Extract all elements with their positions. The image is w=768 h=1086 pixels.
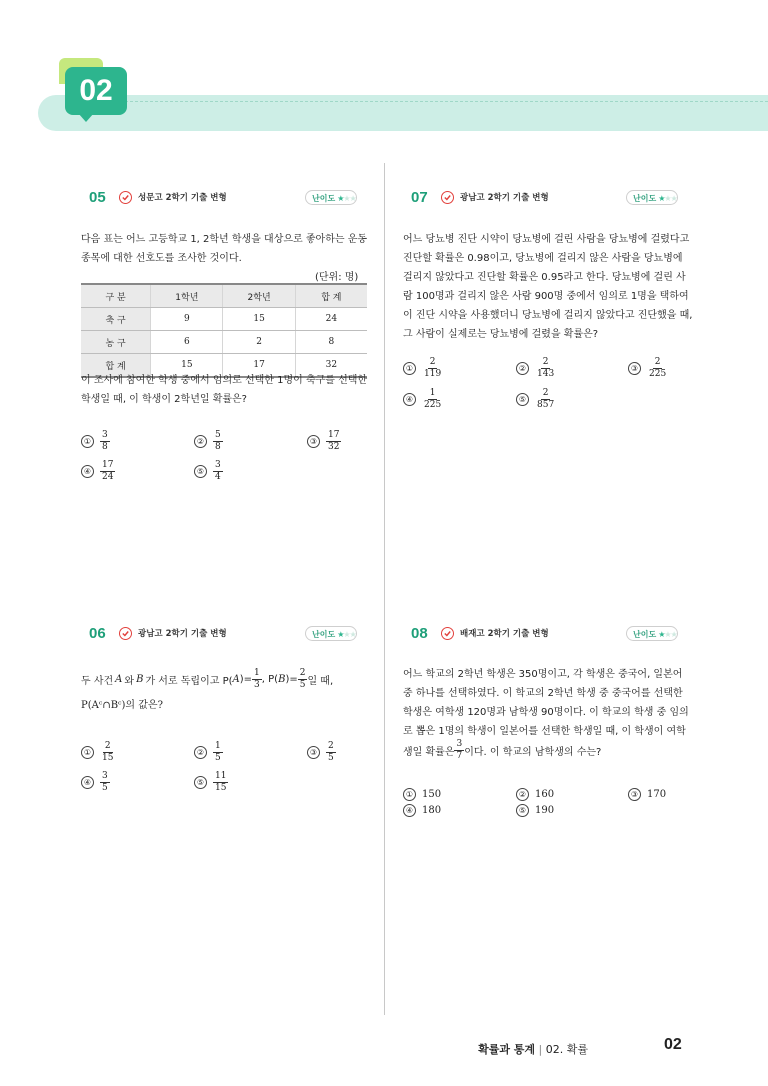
fraction: $\frac{5}{8}$ (215, 430, 221, 452)
fraction: $\frac{17}{24}$ (102, 460, 114, 482)
q07-choice-4[interactable] (403, 388, 443, 411)
q07-difficulty (626, 190, 678, 205)
difficulty-label: 난이도 (312, 194, 336, 203)
footer-separator: | (535, 1043, 546, 1056)
table-header-cell: 1학년 (151, 284, 223, 308)
table-header-cell: 구 분 (81, 284, 151, 308)
q08-number: 08 (411, 625, 428, 642)
choice-number: ② (194, 435, 207, 448)
table-cell: 8 (295, 331, 367, 354)
q07-number: 07 (411, 189, 428, 206)
choice-value: 170 (647, 789, 667, 800)
page-number: 02 (664, 1036, 682, 1053)
q08-choice-3[interactable] (628, 788, 666, 801)
q07-choice-5[interactable] (516, 388, 556, 411)
table-header-cell: 합 계 (295, 284, 367, 308)
table-cell: 6 (151, 331, 223, 354)
table-cell: 24 (295, 308, 367, 331)
choice-number: ③ (628, 788, 641, 801)
q05-choice-5[interactable] (194, 460, 223, 483)
q07-text-6: 그 사람이 실제로는 당뇨병에 걸렸을 확률은? (403, 329, 599, 340)
choice-number: ② (194, 746, 207, 759)
q06-choice-2[interactable] (194, 741, 223, 764)
table-cell: 32 (295, 354, 367, 378)
fraction: $\frac{1}{225}$ (424, 388, 442, 410)
choice-number: ② (516, 788, 529, 801)
table-cell: 15 (223, 308, 295, 331)
check-icon (119, 191, 132, 204)
star-icons: ★★★ (658, 630, 677, 639)
q06-source: 광남고 2학기 기출 변형 (138, 629, 227, 639)
q08-choice-5[interactable] (516, 804, 554, 817)
star-icons: ★★★ (337, 194, 356, 203)
table-header-cell: 2학년 (223, 284, 295, 308)
check-icon (119, 627, 132, 640)
table-cell: 축 구 (81, 308, 151, 331)
q07-source: 광남고 2학기 기출 변형 (460, 193, 549, 203)
choice-number: ① (403, 362, 416, 375)
choice-value: 180 (422, 805, 442, 816)
q08-text-2: 중 하나를 선택하였다. 이 학교의 2학년 학생 중 중국어를 선택한 (403, 688, 683, 699)
fraction: $\frac{1}{5}$ (215, 741, 221, 763)
difficulty-label: 난이도 (633, 630, 657, 639)
table-cell: 9 (151, 308, 223, 331)
table-cell: 15 (151, 354, 223, 378)
q05-text-2: 종목에 대한 선호도를 조사한 것이다. (81, 253, 242, 264)
q05-text-4: 학생일 때, 이 학생이 2학년일 확률은? (81, 394, 247, 405)
q07-text-1: 어느 당뇨병 진단 시약이 당뇨병에 걸린 사람을 당뇨병에 걸렸다고 (403, 234, 690, 245)
q08-text-1: 어느 학교의 2학년 학생은 350명이고, 각 학생은 중국어, 일본어 (403, 669, 683, 680)
q06-choice-3[interactable] (307, 741, 336, 764)
q06-text-1: 두 사건 A 와 B 가 서로 독립이고 P( A )= $\frac{1}{3}$ , P( B )= $\frac{2}{5}$ 일 때, (81, 668, 334, 690)
q05-table (81, 283, 367, 378)
choice-number: ④ (403, 804, 416, 817)
fraction: $\frac{17}{32}$ (328, 430, 340, 452)
q05-unit: (단위: 명) (315, 272, 359, 283)
fraction: $\frac{3}{5}$ (102, 771, 108, 793)
q05-choice-4[interactable] (81, 460, 115, 483)
choice-number: ① (81, 435, 94, 448)
q05-text-1: 다음 표는 어느 고등학교 1, 2학년 학생을 대상으로 좋아하는 운동 (81, 234, 368, 245)
q06-choice-5[interactable] (194, 771, 228, 794)
q05-choice-1[interactable] (81, 430, 110, 453)
star-icons: ★★★ (337, 630, 356, 639)
choice-number: ⑤ (516, 804, 529, 817)
choice-number: ④ (81, 465, 94, 478)
table-cell: 합 계 (81, 354, 151, 378)
choice-number: ① (81, 746, 94, 759)
choice-number: ⑤ (516, 393, 529, 406)
q06-choice-1[interactable] (81, 741, 115, 764)
table-cell: 농 구 (81, 331, 151, 354)
q08-choice-4[interactable] (403, 804, 441, 817)
q05-choice-2[interactable] (194, 430, 223, 453)
choice-number: ③ (307, 435, 320, 448)
choice-value: 160 (535, 789, 555, 800)
choice-number: ⑤ (194, 465, 207, 478)
q08-difficulty (626, 626, 678, 641)
table-cell: 2 (223, 331, 295, 354)
q05-choice-3[interactable] (307, 430, 341, 453)
q07-choice-1[interactable] (403, 357, 443, 380)
footer-label (478, 1041, 588, 1057)
q08-choice-1[interactable] (403, 788, 441, 801)
footer-section: 02. 확률 (545, 1043, 588, 1056)
q07-text-2: 진단할 확률은 0.98이고, 당뇨병에 걸리지 않은 사람을 당뇨병에 (403, 253, 683, 264)
q08-source: 배재고 2학기 기출 변형 (460, 629, 549, 639)
choice-number: ① (403, 788, 416, 801)
choice-number: ② (516, 362, 529, 375)
fraction: $\frac{3}{8}$ (102, 430, 108, 452)
table-row (81, 331, 367, 354)
table-cell: 17 (223, 354, 295, 378)
fraction: $\frac{2}{857}$ (537, 388, 555, 410)
chapter-tab-tail (78, 113, 94, 122)
star-icons: ★★★ (658, 194, 677, 203)
choice-number: ⑤ (194, 776, 207, 789)
q07-choice-3[interactable] (628, 357, 668, 380)
q08-text-4: 로 뽑은 1명의 학생이 일본어를 선택한 학생일 때, 이 학생이 여학 (403, 726, 686, 737)
q06-choice-4[interactable] (81, 771, 110, 794)
choice-number: ④ (403, 393, 416, 406)
fraction: $\frac{3}{4}$ (215, 460, 221, 482)
q05-source: 성문고 2학기 기출 변형 (138, 193, 227, 203)
fraction: $\frac{2}{225}$ (649, 357, 667, 379)
difficulty-label: 난이도 (633, 194, 657, 203)
choice-number: ③ (307, 746, 320, 759)
fraction: $\frac{11}{15}$ (215, 771, 227, 793)
difficulty-label: 난이도 (312, 630, 336, 639)
footer-subject: 확률과 통계 (478, 1043, 536, 1056)
q05-text-3: 이 조사에 참여한 학생 중에서 임의로 선택한 1명이 축구를 선택한 (81, 375, 368, 386)
q07-text-5: 이 진단 시약을 사용했더니 당뇨병에 걸리지 않았다고 진단했을 때, (403, 310, 693, 321)
q06-difficulty (305, 626, 357, 641)
column-divider (384, 163, 385, 1015)
q06-text-2: P(Aᶜ∩Bᶜ)의 값은? (81, 700, 163, 711)
table-row (81, 308, 367, 331)
check-icon (441, 627, 454, 640)
fraction: $\frac{2}{119}$ (424, 357, 442, 379)
fraction: $\frac{2}{5}$ (328, 741, 334, 763)
q08-text-3: 학생은 여학생 120명과 남학생 90명이다. 이 학교의 학생 중 임의 (403, 707, 689, 718)
q08-choice-2[interactable] (516, 788, 554, 801)
chapter-number: 02 (65, 67, 127, 115)
q07-text-4: 람 100명과 걸리지 않은 사람 900명 중에서 임의로 1명을 택하여 (403, 291, 689, 302)
q06-number: 06 (89, 625, 106, 642)
choice-value: 150 (422, 789, 442, 800)
fraction: $\frac{2}{143}$ (537, 357, 555, 379)
choice-number: ④ (81, 776, 94, 789)
q05-difficulty (305, 190, 357, 205)
q07-choice-2[interactable] (516, 357, 556, 380)
choice-value: 190 (535, 805, 555, 816)
fraction: $\frac{2}{15}$ (102, 741, 114, 763)
q07-text-3: 걸리지 않았다고 진단할 확률은 0.95라고 한다. 당뇨병에 걸린 사 (403, 272, 686, 283)
table-header-row (81, 284, 367, 308)
check-icon (441, 191, 454, 204)
choice-number: ③ (628, 362, 641, 375)
q05-number: 05 (89, 189, 106, 206)
q08-text-5: 생일 확률은 $\frac{3}{7}$ 이다. 이 학교의 남학생의 수는? (403, 739, 602, 761)
header-dashed-line (120, 101, 768, 102)
